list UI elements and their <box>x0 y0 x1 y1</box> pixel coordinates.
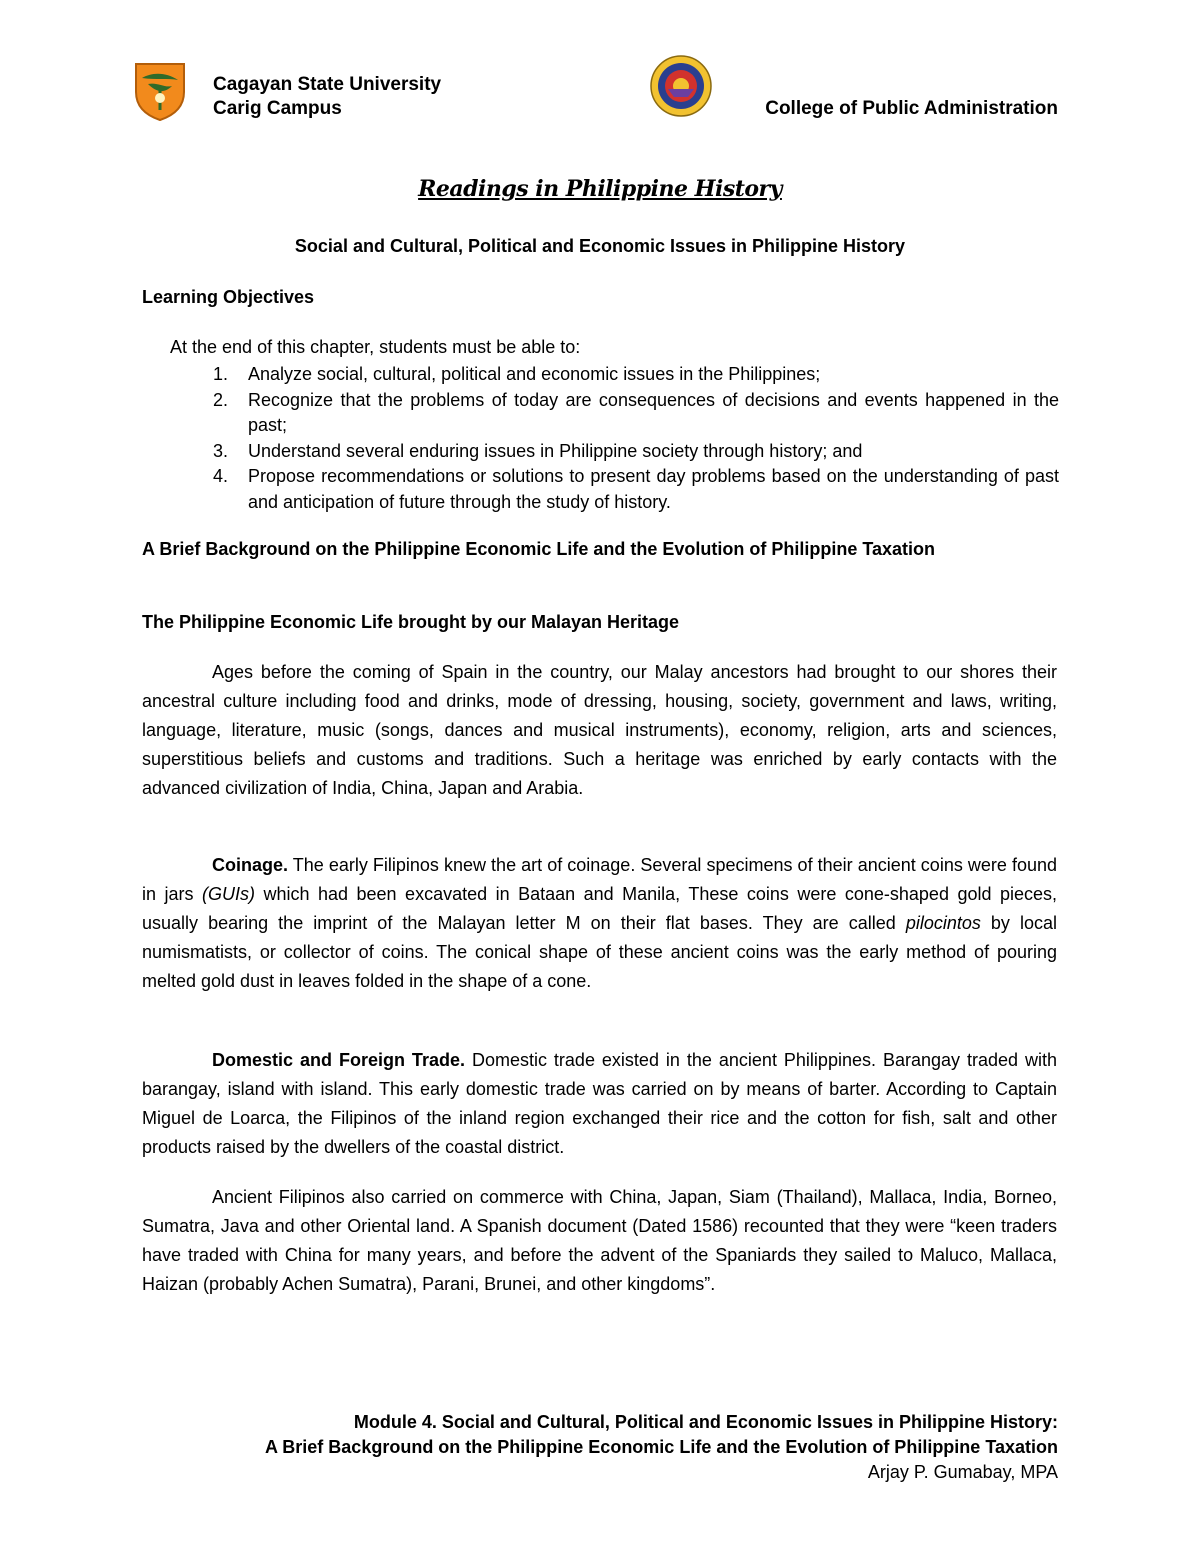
page-footer <box>265 1410 1058 1485</box>
college-seal-logo-icon <box>650 55 712 117</box>
objective-item: 3. Understand several enduring issues in Philippine society through history; and <box>213 440 863 461</box>
objective-item: 2. Recognize that the problems of today are consequences of decisions and events happened in the past; <box>213 389 1059 435</box>
learning-objectives-heading: Learning Objectives <box>142 287 315 307</box>
paragraph-trade: Domestic and Foreign Trade. Domestic trade existed in the ancient Philippines. Barangay traded with barangay, island with island. This early domestic trade was carried on by means of barter. According to Captain Miguel de Loarca, the Filipinos of the inland region exchanged their rice and the cotton for fish, salt and other products raised by the dwellers of the coastal district. <box>142 1050 1057 1157</box>
college-name: College of Public Administration <box>765 98 1058 119</box>
objective-item: 1. Analyze social, cultural, political and economic issues in the Philippines; <box>213 364 821 384</box>
campus-name: Carig Campus <box>213 98 342 119</box>
footer-author: Arjay P. Gumabay, MPA <box>867 1462 1058 1482</box>
subsection-heading: The Philippine Economic Life brought by our Malayan Heritage <box>142 612 680 632</box>
learning-objectives-intro: At the end of this chapter, students must be able to: <box>170 337 581 357</box>
paragraph-coinage: Coinage. The early Filipinos knew the art of coinage. Several specimens of their ancient coins were found in jars (GUIs) which had been excavated in Bataan and Manila, These coins were cone-shaped gold pieces, usually bearing the imprint of the Malayan letter M on their flat bases. They are called pilocintos by local numismatists, or collector of coins. The conical shape of these ancient coins was the early method of pouring melted gold dust in leaves folded in the shape of a cone. <box>142 855 1057 991</box>
objectives-list <box>213 362 1059 515</box>
section-heading: A Brief Background on the Philippine Economic Life and the Evolution of Philippine Taxation <box>142 539 936 559</box>
objective-item: 4. Propose recommendations or solutions to present day problems based on the understanding of past and anticipation of future through the study of history. <box>213 466 1059 512</box>
paragraph-lead: Coinage. <box>212 855 289 875</box>
university-shield-logo-icon <box>134 62 186 122</box>
paragraph-commerce: Ancient Filipinos also carried on commerce with China, Japan, Siam (Thailand), Mallaca, India, Borneo, Sumatra, Java and other Oriental land. A Spanish document (Dated 1586) recounted that they were “keen traders have traded with China for many years, and before the advent of the Spaniards they sailed to Maluco, Mallaca, Haizan (probably Achen Sumatra), Parani, Brunei, and other kingdoms”. <box>142 1187 1057 1294</box>
footer-topic-line: A Brief Background on the Philippine Economic Life and the Evolution of Philippine Taxation <box>264 1437 1058 1457</box>
document-subtitle: Social and Cultural, Political and Economic Issues in Philippine History <box>294 236 906 256</box>
university-name: Cagayan State University <box>213 74 442 95</box>
document-title: Readings in Philippine History <box>418 176 782 202</box>
footer-module-line: Module 4. Social and Cultural, Political and Economic Issues in Philippine History: <box>353 1412 1058 1432</box>
paragraph-lead: Domestic and Foreign Trade. <box>212 1050 465 1070</box>
paragraph-malay-heritage: Ages before the coming of Spain in the country, our Malay ancestors had brought to our shores their ancestral culture including food and drinks, mode of dressing, housing, society, government and laws, writing, language, literature, music (songs, dances and musical instruments), economy, religion, arts and sciences, superstitious beliefs and customs and traditions. Such a heritage was enriched by early contacts with the advanced civilization of India, China, Japan and Arabia. <box>142 662 1057 798</box>
